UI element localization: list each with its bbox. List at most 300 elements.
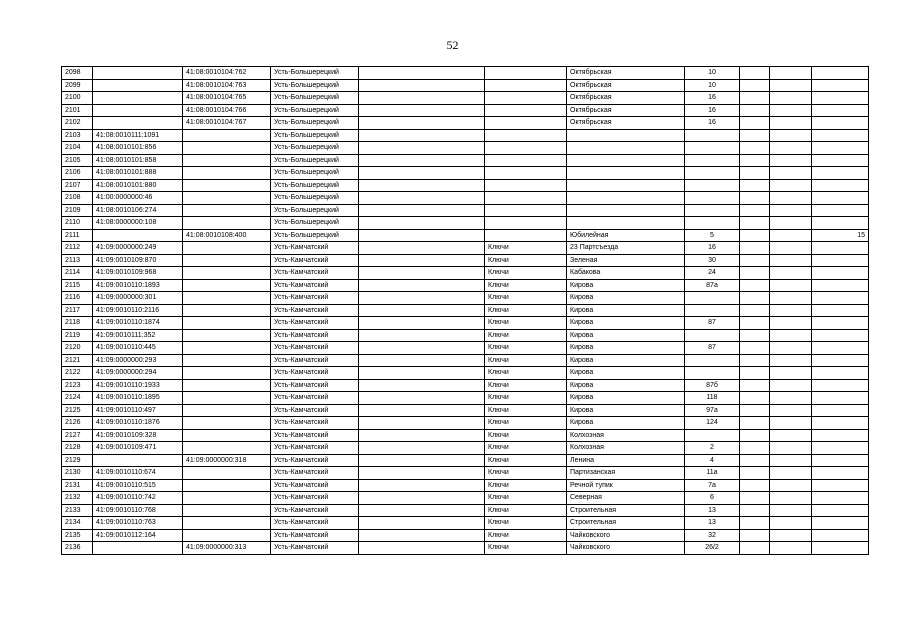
cell-cadastral-number-alt: [183, 429, 271, 442]
cell-locality: Ключи: [485, 254, 567, 267]
table-row: [62, 367, 869, 380]
cell-building: [740, 192, 770, 205]
cell-district: Усть-Большерецкий: [271, 142, 359, 155]
cell-settlement: [359, 229, 485, 242]
cell-house: [685, 179, 740, 192]
cell-building: [740, 279, 770, 292]
cell-building: [740, 204, 770, 217]
cell-locality: Ключи: [485, 367, 567, 380]
cell-cadastral-number-alt: [183, 217, 271, 230]
cell-row-number: 2116: [62, 292, 93, 305]
cell-street: Кирова: [567, 379, 685, 392]
cell-row-number: 2115: [62, 279, 93, 292]
cell-cadastral-number-alt: 41:08:0010104:765: [183, 92, 271, 105]
table-row: [62, 129, 869, 142]
cell-cadastral-number: 41:08:0010101:880: [93, 179, 183, 192]
cell-cadastral-number-alt: [183, 467, 271, 480]
cell-cadastral-number-alt: 41:08:0010104:762: [183, 67, 271, 80]
cell-row-number: 2134: [62, 517, 93, 530]
cell-locality: [485, 92, 567, 105]
cell-locality: [485, 79, 567, 92]
cell-structure: [770, 154, 812, 167]
cell-row-number: 2102: [62, 117, 93, 130]
cell-row-number: 2130: [62, 467, 93, 480]
cell-house: 16: [685, 92, 740, 105]
cell-district: Усть-Камчатский: [271, 504, 359, 517]
cell-house: 5: [685, 229, 740, 242]
cell-street: 23 Партсъезда: [567, 242, 685, 255]
cell-locality: Ключи: [485, 542, 567, 555]
cell-street: Чайковского: [567, 529, 685, 542]
cell-cadastral-number: 41:08:0010101:856: [93, 142, 183, 155]
cell-cadastral-number-alt: [183, 392, 271, 405]
cell-settlement: [359, 429, 485, 442]
cell-structure: [770, 529, 812, 542]
table-row: [62, 492, 869, 505]
cell-cadastral-number-alt: 41:08:0010108:400: [183, 229, 271, 242]
cell-house: 11а: [685, 467, 740, 480]
cell-building: [740, 154, 770, 167]
cell-street: Октябрьская: [567, 104, 685, 117]
table-row: [62, 317, 869, 330]
table-row: [62, 392, 869, 405]
cell-apartment: [812, 154, 869, 167]
cell-street: Октябрьская: [567, 117, 685, 130]
cell-house: [685, 429, 740, 442]
table-row: [62, 104, 869, 117]
cell-cadastral-number: 41:09:0000000:301: [93, 292, 183, 305]
cell-house: [685, 329, 740, 342]
cell-settlement: [359, 92, 485, 105]
table-row: [62, 404, 869, 417]
cell-structure: [770, 117, 812, 130]
cell-row-number: 2118: [62, 317, 93, 330]
cell-cadastral-number: [93, 117, 183, 130]
cell-building: [740, 542, 770, 555]
cell-apartment: [812, 517, 869, 530]
table-row: [62, 517, 869, 530]
cell-row-number: 2103: [62, 129, 93, 142]
cell-building: [740, 242, 770, 255]
cell-district: Усть-Большерецкий: [271, 192, 359, 205]
cell-house: 16: [685, 117, 740, 130]
cell-cadastral-number: [93, 229, 183, 242]
cell-house: 30: [685, 254, 740, 267]
cell-settlement: [359, 479, 485, 492]
cell-structure: [770, 204, 812, 217]
cell-cadastral-number-alt: [183, 254, 271, 267]
cell-locality: [485, 117, 567, 130]
cell-apartment: [812, 467, 869, 480]
cell-street: Партизанская: [567, 467, 685, 480]
cell-street: Кирова: [567, 354, 685, 367]
cell-district: Усть-Камчатский: [271, 379, 359, 392]
table-row: [62, 254, 869, 267]
cell-settlement: [359, 454, 485, 467]
cell-locality: [485, 67, 567, 80]
cell-cadastral-number: 41:09:0010109:328: [93, 429, 183, 442]
cell-district: Усть-Камчатский: [271, 304, 359, 317]
cell-apartment: [812, 379, 869, 392]
cell-apartment: [812, 267, 869, 280]
cell-building: [740, 179, 770, 192]
cell-locality: [485, 142, 567, 155]
cell-row-number: 2127: [62, 429, 93, 442]
cell-row-number: 2105: [62, 154, 93, 167]
cell-building: [740, 504, 770, 517]
cell-cadastral-number-alt: [183, 204, 271, 217]
cell-settlement: [359, 467, 485, 480]
cell-house: 16: [685, 242, 740, 255]
cell-building: [740, 92, 770, 105]
cell-structure: [770, 379, 812, 392]
cell-apartment: [812, 142, 869, 155]
cell-structure: [770, 317, 812, 330]
cell-street: [567, 204, 685, 217]
cell-settlement: [359, 267, 485, 280]
cell-cadastral-number: [93, 104, 183, 117]
cell-street: Колхозная: [567, 442, 685, 455]
cell-district: Усть-Большерецкий: [271, 229, 359, 242]
cell-street: [567, 142, 685, 155]
cell-district: Усть-Камчатский: [271, 392, 359, 405]
cell-structure: [770, 454, 812, 467]
cell-structure: [770, 67, 812, 80]
cell-building: [740, 142, 770, 155]
cell-row-number: 2099: [62, 79, 93, 92]
cell-locality: [485, 204, 567, 217]
cell-row-number: 2136: [62, 542, 93, 555]
cell-cadastral-number-alt: [183, 367, 271, 380]
cell-house: 13: [685, 504, 740, 517]
cell-row-number: 2111: [62, 229, 93, 242]
cell-street: [567, 129, 685, 142]
cell-cadastral-number-alt: [183, 279, 271, 292]
cell-row-number: 2098: [62, 67, 93, 80]
cell-building: [740, 454, 770, 467]
cell-apartment: [812, 317, 869, 330]
cell-cadastral-number: 41:00:0000000:46: [93, 192, 183, 205]
cell-settlement: [359, 329, 485, 342]
cell-settlement: [359, 192, 485, 205]
cell-house: 87б: [685, 379, 740, 392]
cell-row-number: 2126: [62, 417, 93, 430]
table-row: [62, 154, 869, 167]
cell-cadastral-number: 41:09:0010109:968: [93, 267, 183, 280]
cell-district: Усть-Камчатский: [271, 267, 359, 280]
cell-cadastral-number-alt: [183, 354, 271, 367]
cell-house: 87: [685, 342, 740, 355]
cell-building: [740, 67, 770, 80]
cell-apartment: [812, 92, 869, 105]
cell-building: [740, 117, 770, 130]
cell-row-number: 2120: [62, 342, 93, 355]
cell-apartment: [812, 404, 869, 417]
cell-row-number: 2125: [62, 404, 93, 417]
cell-house: 2: [685, 442, 740, 455]
cell-cadastral-number-alt: [183, 242, 271, 255]
table-row: [62, 417, 869, 430]
cell-locality: [485, 129, 567, 142]
cell-structure: [770, 304, 812, 317]
cell-cadastral-number-alt: [183, 517, 271, 530]
cell-locality: [485, 192, 567, 205]
cell-building: [740, 229, 770, 242]
cell-cadastral-number: 41:09:0010111:352: [93, 329, 183, 342]
cell-structure: [770, 479, 812, 492]
cell-apartment: [812, 167, 869, 180]
cell-building: [740, 329, 770, 342]
cell-building: [740, 254, 770, 267]
cell-locality: [485, 167, 567, 180]
cell-cadastral-number-alt: [183, 379, 271, 392]
cell-street: Ленина: [567, 454, 685, 467]
cell-cadastral-number-alt: 41:09:0000000:313: [183, 542, 271, 555]
cell-cadastral-number-alt: 41:08:0010104:763: [183, 79, 271, 92]
cell-street: Речной тупик: [567, 479, 685, 492]
cell-settlement: [359, 117, 485, 130]
cell-street: [567, 217, 685, 230]
cell-settlement: [359, 142, 485, 155]
cell-settlement: [359, 204, 485, 217]
cell-street: Кирова: [567, 367, 685, 380]
table-row: [62, 142, 869, 155]
cell-locality: Ключи: [485, 442, 567, 455]
table-row: [62, 354, 869, 367]
cell-settlement: [359, 217, 485, 230]
cell-cadastral-number-alt: [183, 129, 271, 142]
cell-row-number: 2133: [62, 504, 93, 517]
cell-structure: [770, 392, 812, 405]
cell-street: Октябрьская: [567, 79, 685, 92]
cell-structure: [770, 229, 812, 242]
cell-row-number: 2124: [62, 392, 93, 405]
cell-locality: Ключи: [485, 504, 567, 517]
cell-settlement: [359, 167, 485, 180]
cell-street: Кирова: [567, 392, 685, 405]
cell-row-number: 2112: [62, 242, 93, 255]
cell-house: [685, 142, 740, 155]
cell-cadastral-number: 41:08:0000000:108: [93, 217, 183, 230]
cell-house: [685, 129, 740, 142]
cell-street: [567, 167, 685, 180]
cell-structure: [770, 467, 812, 480]
cell-cadastral-number: 41:09:0010110:1893: [93, 279, 183, 292]
cell-apartment: [812, 417, 869, 430]
cell-row-number: 2107: [62, 179, 93, 192]
cell-district: Усть-Камчатский: [271, 454, 359, 467]
cell-district: Усть-Камчатский: [271, 317, 359, 330]
cell-apartment: [812, 354, 869, 367]
cell-structure: [770, 142, 812, 155]
cell-cadastral-number: 41:09:0010110:1933: [93, 379, 183, 392]
cell-cadastral-number-alt: [183, 267, 271, 280]
cell-locality: Ключи: [485, 467, 567, 480]
cell-structure: [770, 79, 812, 92]
cell-cadastral-number-alt: [183, 317, 271, 330]
cell-house: 118: [685, 392, 740, 405]
cell-settlement: [359, 517, 485, 530]
cell-apartment: [812, 242, 869, 255]
cell-settlement: [359, 417, 485, 430]
cell-cadastral-number-alt: [183, 417, 271, 430]
registry-table-body: [62, 67, 869, 555]
cell-apartment: [812, 429, 869, 442]
cell-row-number: 2122: [62, 367, 93, 380]
cell-row-number: 2123: [62, 379, 93, 392]
cell-locality: Ключи: [485, 454, 567, 467]
cell-structure: [770, 192, 812, 205]
cell-district: Усть-Камчатский: [271, 279, 359, 292]
cell-house: 26/2: [685, 542, 740, 555]
cell-cadastral-number-alt: [183, 492, 271, 505]
cell-district: Усть-Большерецкий: [271, 217, 359, 230]
cell-district: Усть-Большерецкий: [271, 179, 359, 192]
cell-cadastral-number-alt: [183, 167, 271, 180]
cell-row-number: 2106: [62, 167, 93, 180]
cell-building: [740, 379, 770, 392]
cell-locality: Ключи: [485, 317, 567, 330]
cell-apartment: [812, 454, 869, 467]
table-row: [62, 379, 869, 392]
cell-house: 13: [685, 517, 740, 530]
cell-cadastral-number: 41:09:0010110:674: [93, 467, 183, 480]
table-row: [62, 217, 869, 230]
cell-apartment: 15: [812, 229, 869, 242]
cell-house: 6: [685, 492, 740, 505]
cell-district: Усть-Камчатский: [271, 429, 359, 442]
cell-building: [740, 129, 770, 142]
cell-building: [740, 517, 770, 530]
cell-locality: Ключи: [485, 517, 567, 530]
cell-cadastral-number: 41:09:0000000:249: [93, 242, 183, 255]
cell-cadastral-number-alt: 41:09:0000000:318: [183, 454, 271, 467]
cell-settlement: [359, 529, 485, 542]
table-row: [62, 267, 869, 280]
cell-house: [685, 192, 740, 205]
cell-building: [740, 267, 770, 280]
cell-district: Усть-Камчатский: [271, 467, 359, 480]
cell-building: [740, 467, 770, 480]
cell-district: Усть-Камчатский: [271, 479, 359, 492]
cell-street: Чайковского: [567, 542, 685, 555]
cell-street: Строительная: [567, 504, 685, 517]
cell-locality: Ключи: [485, 242, 567, 255]
table-row: [62, 454, 869, 467]
cell-district: Усть-Большерецкий: [271, 129, 359, 142]
table-row: [62, 204, 869, 217]
registry-table: [61, 66, 869, 555]
cell-building: [740, 392, 770, 405]
cell-locality: Ключи: [485, 404, 567, 417]
cell-apartment: [812, 304, 869, 317]
table-row: [62, 529, 869, 542]
page-number: 52: [446, 38, 459, 52]
cell-house: [685, 367, 740, 380]
cell-structure: [770, 404, 812, 417]
cell-apartment: [812, 392, 869, 405]
cell-settlement: [359, 179, 485, 192]
cell-apartment: [812, 67, 869, 80]
cell-street: Октябрьская: [567, 92, 685, 105]
table-row: [62, 292, 869, 305]
cell-locality: Ключи: [485, 492, 567, 505]
cell-district: Усть-Большерецкий: [271, 92, 359, 105]
cell-structure: [770, 242, 812, 255]
cell-building: [740, 417, 770, 430]
cell-cadastral-number-alt: [183, 479, 271, 492]
cell-district: Усть-Камчатский: [271, 292, 359, 305]
cell-cadastral-number-alt: [183, 142, 271, 155]
cell-locality: [485, 154, 567, 167]
cell-district: Усть-Камчатский: [271, 492, 359, 505]
cell-house: [685, 167, 740, 180]
table-row: [62, 279, 869, 292]
cell-street: Кирова: [567, 292, 685, 305]
table-row: [62, 79, 869, 92]
cell-house: 124: [685, 417, 740, 430]
cell-row-number: 2128: [62, 442, 93, 455]
cell-cadastral-number: 41:09:0000000:293: [93, 354, 183, 367]
cell-building: [740, 304, 770, 317]
cell-cadastral-number: 41:09:0010110:2116: [93, 304, 183, 317]
cell-district: Усть-Большерецкий: [271, 67, 359, 80]
cell-building: [740, 292, 770, 305]
cell-street: Колхозная: [567, 429, 685, 442]
cell-row-number: 2135: [62, 529, 93, 542]
cell-district: Усть-Большерецкий: [271, 204, 359, 217]
cell-cadastral-number: 41:09:0010110:1874: [93, 317, 183, 330]
cell-apartment: [812, 129, 869, 142]
cell-street: Северная: [567, 492, 685, 505]
cell-apartment: [812, 479, 869, 492]
cell-house: [685, 217, 740, 230]
cell-district: Усть-Камчатский: [271, 542, 359, 555]
cell-street: Строительная: [567, 517, 685, 530]
cell-cadastral-number: 41:09:0010110:763: [93, 517, 183, 530]
cell-building: [740, 479, 770, 492]
cell-locality: Ключи: [485, 354, 567, 367]
cell-apartment: [812, 292, 869, 305]
table-row: [62, 117, 869, 130]
cell-cadastral-number: 41:09:0010112:164: [93, 529, 183, 542]
cell-settlement: [359, 279, 485, 292]
cell-structure: [770, 279, 812, 292]
cell-apartment: [812, 117, 869, 130]
cell-cadastral-number: 41:09:0010109:471: [93, 442, 183, 455]
cell-district: Усть-Камчатский: [271, 329, 359, 342]
cell-row-number: 2131: [62, 479, 93, 492]
cell-locality: [485, 104, 567, 117]
cell-locality: Ключи: [485, 267, 567, 280]
cell-settlement: [359, 367, 485, 380]
cell-street: [567, 179, 685, 192]
cell-structure: [770, 167, 812, 180]
table-row: [62, 242, 869, 255]
cell-street: Кирова: [567, 329, 685, 342]
cell-building: [740, 104, 770, 117]
cell-district: Усть-Камчатский: [271, 367, 359, 380]
cell-structure: [770, 417, 812, 430]
cell-street: Кирова: [567, 279, 685, 292]
table-row: [62, 542, 869, 555]
cell-settlement: [359, 154, 485, 167]
cell-cadastral-number-alt: [183, 529, 271, 542]
cell-settlement: [359, 317, 485, 330]
cell-building: [740, 492, 770, 505]
cell-row-number: 2121: [62, 354, 93, 367]
cell-settlement: [359, 379, 485, 392]
